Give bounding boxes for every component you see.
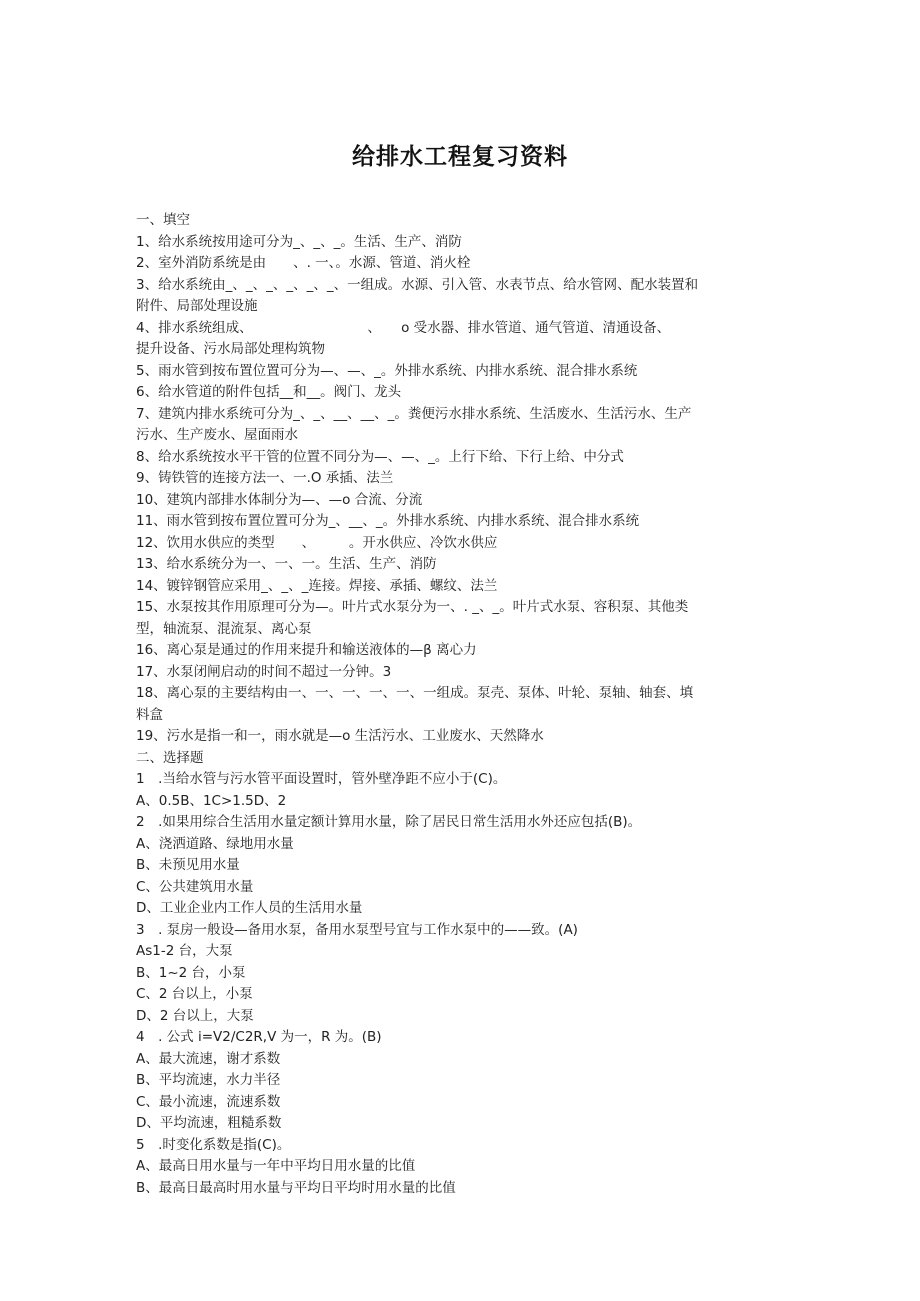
text-line: 15、水泵按其作用原理可分为—。叶片式水泵分为一、. _、_。叶片式水泵、容积泵、其他类 (136, 599, 689, 615)
text-line: 18、离心泵的主要结构由一、一、一、一、一、一组成。泵壳、泵体、叶轮、泵轴、轴套、填 (136, 685, 694, 701)
text-line: 2、室外消防系统是由 、. 一、。水源、管道、消火栓 (136, 255, 471, 271)
text-line: 1 .当给水管与污水管平面设置时，管外壁净距不应小于(C)。 (136, 771, 507, 787)
text-line: C、2 台以上，小泵 (136, 986, 253, 1002)
text-line: B、最高日最高时用水量与平均日平均时用水量的比值 (136, 1179, 456, 1196)
text-line: D、2 台以上，大泵 (136, 1007, 254, 1024)
text-line: 13、给水系统分为一、一、一。生活、生产、消防 (136, 556, 437, 572)
text-line: 提升设备、污水局部处理构筑物 (136, 341, 325, 357)
text-line: 4、排水系统组成、 、 o 受水器、排水管道、通气管道、清通设备、 (136, 319, 671, 336)
text-line: 5、雨水管到按布置位置可分为—、—、_。外排水系统、内排水系统、混合排水系统 (136, 362, 638, 379)
text-line: D、平均流速，粗糙系数 (136, 1115, 282, 1131)
text-line: B、平均流速，水力半径 (136, 1072, 281, 1088)
text-line: 19、污水是指一和一，雨水就是—o 生活污水、工业废水、天然降水 (136, 728, 544, 744)
document-body (136, 210, 786, 1199)
text-line: A、最大流速，谢才系数 (136, 1050, 281, 1067)
text-line: 7、建筑内排水系统可分为_、_、__、__、_。粪便污水排水系统、生活废水、生活污水、生产 (136, 405, 692, 422)
text-line: 污水、生产废水、屋面雨水 (136, 427, 298, 443)
text-line: 3 . 泵房一般设—备用水泵，备用水泵型号宜与工作水泵中的——致。(A) (136, 921, 578, 938)
text-line: B、未预见用水量 (136, 857, 240, 873)
text-line: B、1~2 台，小泵 (136, 964, 246, 981)
text-line: 6、给水管道的附件包括__和__。阀门、龙头 (136, 384, 402, 400)
text-line: A、0.5B、1C>1.5D、2 (136, 792, 287, 809)
text-line: C、最小流速，流速系数 (136, 1093, 281, 1110)
text-line: 16、离心泵是通过的作用来提升和输送液体的—β 离心力 (136, 642, 477, 658)
page-title: 给排水工程复习资料 (352, 144, 568, 170)
text-line: 5 .时变化系数是指(C)。 (136, 1136, 291, 1153)
text-line: 料盒 (136, 706, 163, 723)
text-line: 8、给水系统按水平干管的位置不同分为—、—、_。上行下给、下行上给、中分式 (136, 448, 624, 465)
text-line: 附件、局部处理设施 (136, 298, 258, 314)
text-line: 10、建筑内部排水体制分为—、—o 合流、分流 (136, 491, 423, 508)
text-line: As1-2 台，大泵 (136, 943, 233, 959)
text-line: 12、饮用水供应的类型 、 。开水供应、冷饮水供应 (136, 534, 498, 551)
text-line: 一、填空 (136, 212, 190, 228)
text-line: 14、镀锌钢管应采用_、_、_连接。焊接、承插、螺纹、法兰 (136, 577, 498, 594)
text-line: D、工业企业内工作人员的生活用水量 (136, 900, 363, 916)
text-line: 1、给水系统按用途可分为_、_、_。生活、生产、消防 (136, 233, 462, 250)
text-line: 3、给水系统由_、_、_、_、_、_、一组成。水源、引入管、水表节点、给水管网、配水装置和 (136, 276, 699, 293)
text-line: C、公共建筑用水量 (136, 878, 254, 895)
text-line: 4 . 公式 i=V2∕C2R,V 为一，R 为。(B) (136, 1029, 382, 1045)
text-line: 17、水泵闭闸启动的时间不超过一分钟。3 (136, 663, 392, 680)
text-line: 9、铸铁管的连接方法一、一.O 承插、法兰 (136, 470, 394, 486)
text-line: 型，轴流泵、混流泵、离心泵 (136, 620, 312, 637)
text-line: 二、选择题 (136, 749, 204, 766)
text-line: A、最高日用水量与一年中平均日用水量的比值 (136, 1158, 416, 1174)
text-line: 2 .如果用综合生活用水量定额计算用水量，除了居民日常生活用水外还应包括(B)。 (136, 814, 642, 830)
text-line: A、浇洒道路、绿地用水量 (136, 835, 294, 852)
text-line: 11、雨水管到按布置位置可分为_、__、_。外排水系统、内排水系统、混合排水系统 (136, 513, 640, 529)
